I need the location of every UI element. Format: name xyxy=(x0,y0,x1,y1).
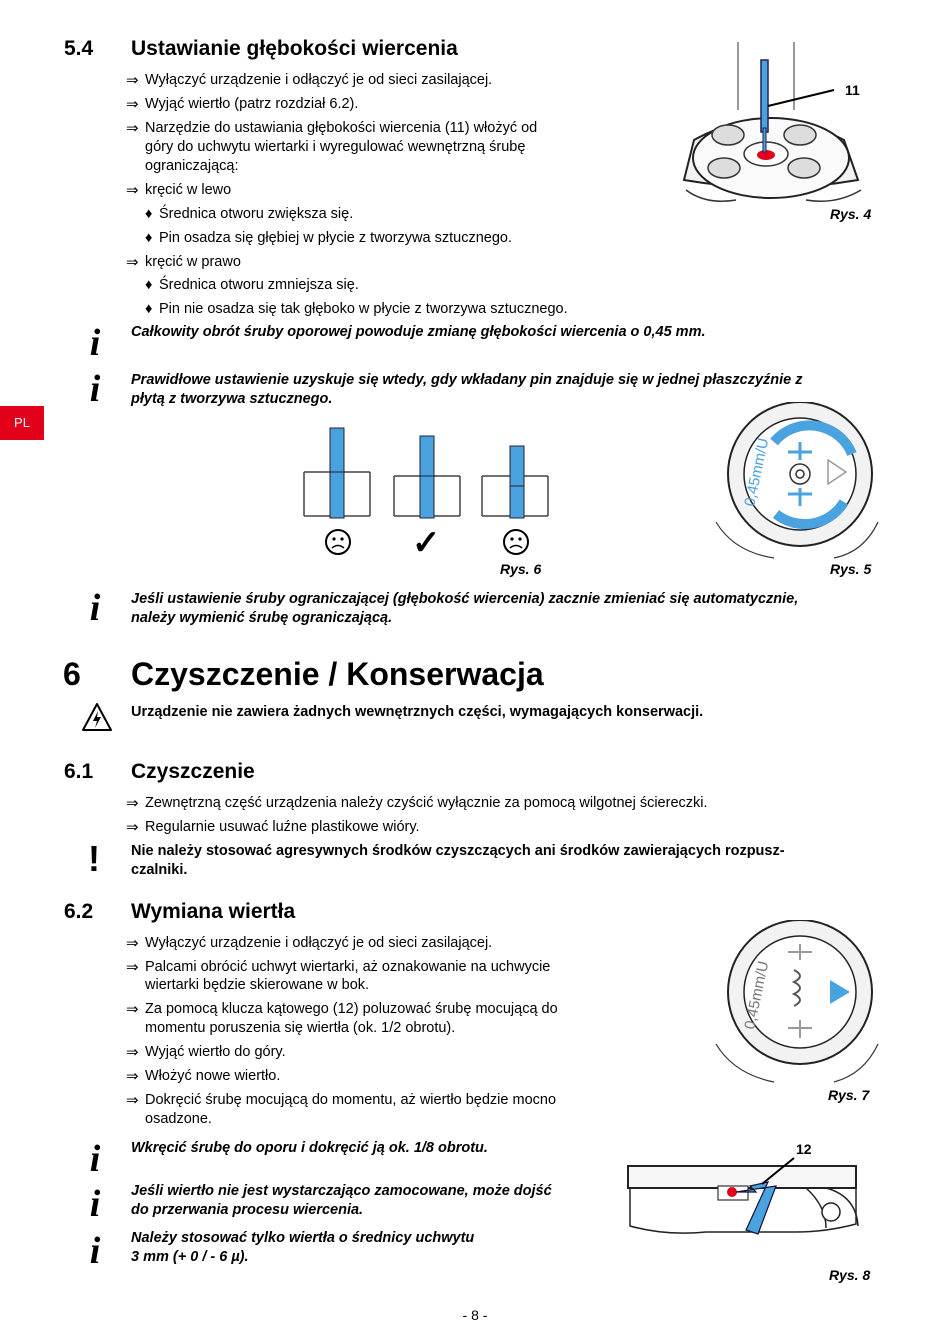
bullet-text: Pin nie osadza się tak głęboko w płycie z tworzywa sztucznego. xyxy=(159,301,568,317)
figure-8-angle-key xyxy=(626,1136,872,1268)
section-title: Ustawianie głębokości wiercenia xyxy=(131,37,458,60)
note-text: Jeśli wiertło nie jest wystarczająco zamocowane, może dojść xyxy=(131,1183,552,1199)
step-text: Zewnętrzną część urządzenia należy czyścić wyłącznie za pomocą wilgotnej ściereczki. xyxy=(145,795,708,811)
section-number: 6.2 xyxy=(64,900,94,923)
arrow-icon: ⇒ xyxy=(126,935,139,952)
step-text: Regularnie usuwać luźne plastikowe wióry. xyxy=(145,819,420,835)
info-icon: i xyxy=(89,587,101,629)
step-text: Wyłączyć urządzenie i odłączyć je od sieci zasilającej. xyxy=(145,935,493,951)
step-text: Wyjąć wiertło (patrz rozdział 6.2). xyxy=(145,96,359,112)
dial-label: 0,45mm/U xyxy=(741,436,773,508)
arrow-icon: ⇒ xyxy=(126,795,139,812)
dial-label: 0,45mm/U xyxy=(741,959,773,1031)
arrow-icon: ⇒ xyxy=(126,1001,139,1018)
arrow-icon: ⇒ xyxy=(126,120,139,137)
step-text: kręcić w prawo xyxy=(145,254,241,270)
note-text: Prawidłowe ustawienie uzyskuje się wtedy, gdy wkładany pin znajduje się w jednej płaszczyźnie z xyxy=(131,372,803,388)
figure-caption: Rys. 5 xyxy=(830,561,872,577)
figure-caption: Rys. 6 xyxy=(500,561,542,577)
bullet-icon: ♦ xyxy=(145,301,153,317)
callout-label: 11 xyxy=(845,82,860,98)
note-text: do przerwania procesu wiercenia. xyxy=(131,1202,364,1218)
section-number: 5.4 xyxy=(64,37,94,60)
step-text: Włożyć nowe wiertło. xyxy=(145,1068,281,1084)
caution-text: Nie należy stosować agresywnych środków czyszczących ani środków zawierających rozpusz- xyxy=(131,843,785,859)
bullet-text: Średnica otworu zmniejsza się. xyxy=(159,277,359,293)
chapter-title: Czyszczenie / Konserwacja xyxy=(131,656,544,692)
arrow-icon: ⇒ xyxy=(126,959,139,976)
info-icon: i xyxy=(89,322,101,364)
figure-caption: Rys. 4 xyxy=(830,206,872,222)
step-text: kręcić w lewo xyxy=(145,182,232,198)
section-title: Czyszczenie xyxy=(131,760,255,783)
bullet-icon: ♦ xyxy=(145,230,153,246)
caution-text: czalniki. xyxy=(131,862,188,878)
language-tab[interactable]: PL xyxy=(0,406,44,440)
note-text: należy wymienić śrubę ograniczającą. xyxy=(131,610,393,626)
info-icon: i xyxy=(89,1230,101,1272)
note-text: Całkowity obrót śruby oporowej powoduje zmianę głębokości wiercenia o 0,45 mm. xyxy=(131,324,706,340)
arrow-icon: ⇒ xyxy=(126,1092,139,1109)
warning-text: Urządzenie nie zawiera żadnych wewnętrznych części, wymagających konserwacji. xyxy=(131,704,704,720)
info-icon: i xyxy=(89,368,101,410)
arrow-icon: ⇒ xyxy=(126,1044,139,1061)
step-text: ograniczającą: xyxy=(145,158,239,174)
figure-4-drill-chuck xyxy=(676,40,880,208)
step-text: Wyłączyć urządzenie i odłączyć je od sieci zasilającej. xyxy=(145,72,493,88)
bullet-icon: ♦ xyxy=(145,277,153,293)
bullet-icon: ♦ xyxy=(145,206,153,222)
step-text: Za pomocą klucza kątowego (12) poluzować śrubę mocującą do xyxy=(145,1001,558,1017)
note-text: płytą z tworzywa sztucznego. xyxy=(131,391,333,407)
arrow-icon: ⇒ xyxy=(126,254,139,271)
arrow-icon: ⇒ xyxy=(126,96,139,113)
arrow-icon: ⇒ xyxy=(126,1068,139,1085)
figure-caption: Rys. 8 xyxy=(829,1267,871,1283)
step-text: Narzędzie do ustawiania głębokości wiercenia (11) włożyć od xyxy=(145,120,538,136)
page-number: - 8 - xyxy=(462,1307,488,1323)
step-text: góry do uchwytu wiertarki i wyregulować wewnętrzną śrubę xyxy=(145,139,526,155)
figure-7-chuck-marking xyxy=(714,920,880,1084)
note-text: Wkręcić śrubę do oporu i dokręcić ją ok. 1/8 obrotu. xyxy=(131,1140,488,1156)
note-text: Jeśli ustawienie śruby ograniczającej (głębokość wiercenia) zacznie zmieniać się automatycznie, xyxy=(131,591,799,607)
note-text: Należy stosować tylko wiertła o średnicy uchwytu xyxy=(131,1230,475,1246)
step-text: momentu poruszenia się wiertła (ok. 1/2 obrotu). xyxy=(145,1020,456,1036)
check-icon: ✓ xyxy=(412,524,441,560)
arrow-icon: ⇒ xyxy=(126,182,139,199)
callout-label: 12 xyxy=(796,1141,812,1157)
arrow-icon: ⇒ xyxy=(126,819,139,836)
figure-caption: Rys. 7 xyxy=(828,1087,870,1103)
step-text: Dokręcić śrubę mocującą do momentu, aż wiertło będzie mocno xyxy=(145,1092,557,1108)
caution-icon: ! xyxy=(88,838,100,879)
arrow-icon: ⇒ xyxy=(126,72,139,89)
section-number: 6.1 xyxy=(64,760,94,783)
info-icon: i xyxy=(89,1138,101,1180)
step-text: Wyjąć wiertło do góry. xyxy=(145,1044,286,1060)
step-text: osadzone. xyxy=(145,1111,212,1127)
info-icon: i xyxy=(89,1183,101,1225)
figure-6-pin-comparison xyxy=(300,424,550,560)
chapter-number: 6 xyxy=(63,656,81,692)
bullet-text: Średnica otworu zwiększa się. xyxy=(159,206,354,222)
bullet-text: Pin osadza się głębiej w płycie z tworzywa sztucznego. xyxy=(159,230,512,246)
section-title: Wymiana wiertła xyxy=(131,900,296,923)
step-text: Palcami obrócić uchwyt wiertarki, aż oznakowanie na uchwycie xyxy=(145,959,551,975)
electric-hazard-icon xyxy=(81,702,113,732)
note-text: 3 mm (+ 0 / - 6 µ). xyxy=(131,1249,249,1265)
figure-5-depth-dial xyxy=(714,402,880,560)
step-text: wiertarki będzie skierowane w bok. xyxy=(145,977,370,993)
